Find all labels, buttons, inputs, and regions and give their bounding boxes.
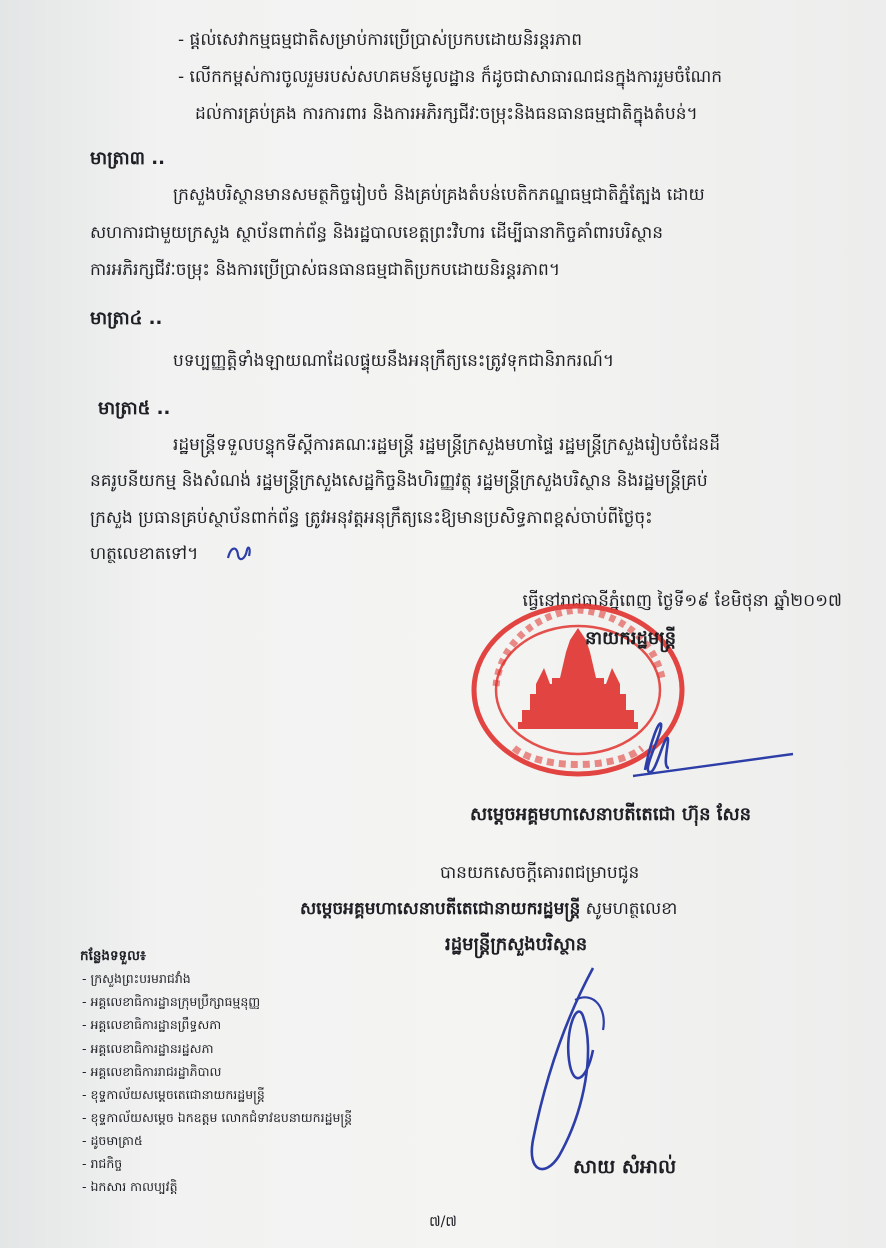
minister-name: សាយ សំអាល់ bbox=[573, 1156, 677, 1178]
prime-minister-signature bbox=[625, 710, 800, 790]
report-request: សូមហត្ថលេខា bbox=[580, 899, 678, 919]
recipient-item: - រាជកិច្ច bbox=[82, 1156, 123, 1171]
recipient-item: - ខុទ្ទកាល័យសម្តេច ឯកឧត្តម លោកជំទាវឧបនាយករដ្ឋមន្ត្រី bbox=[82, 1110, 353, 1125]
article-5-line: ហត្ថលេខាតទៅ។ bbox=[90, 544, 199, 564]
article-3-line: ក្រសួងបរិស្ថានមានសមត្ថកិច្ចរៀបចំ និងគ្រប់គ្រងតំបន់បេតិកភណ្ឌធម្មជាតិភ្នំត្បែង ដោយ bbox=[173, 185, 705, 205]
report-line-2 bbox=[300, 894, 677, 924]
place-date: ធ្វើនៅរាជធានីភ្នំពេញ ថ្ងៃទី១៩ ខែមិថុនា ឆ្នាំ២០១៧ bbox=[522, 591, 842, 611]
article-3-line: ការអភិរក្សជីវៈចម្រុះ និងការប្រើប្រាស់ធនធានធម្មជាតិប្រកបដោយនិរន្តរភាព។ bbox=[90, 260, 561, 280]
article-3-heading: មាត្រា៣ .. bbox=[90, 148, 165, 169]
report-addressee: សម្តេចអគ្គមហាសេនាបតីតេជោនាយករដ្ឋមន្ត្រី bbox=[300, 899, 581, 919]
article-5-line: ក្រសួង ប្រធានគ្រប់ស្ថាប័នពាក់ព័ន្ធ ត្រូវអនុវត្តអនុក្រឹត្យនេះឱ្យមានប្រសិទ្ធភាពខ្ពស់ចាប់ពីថ្ងៃចុះ bbox=[90, 508, 653, 528]
article-3-line: សហការជាមួយក្រសួង ស្ថាប័នពាក់ព័ន្ធ និងរដ្ឋបាលខេត្តព្រះវិហារ ដើម្បីធានាកិច្ចគាំពារបរិស្ថាន bbox=[90, 223, 664, 243]
initial-mark bbox=[225, 540, 253, 566]
recipient-item: - ខុទ្ទកាល័យសម្តេចតេជោនាយករដ្ឋមន្ត្រី bbox=[82, 1087, 265, 1102]
article-5-line: នគរូបនីយកម្ម និងសំណង់ រដ្ឋមន្ត្រីក្រសួងសេដ្ឋកិច្ចនិងហិរញ្ញវត្ថុ រដ្ឋមន្ត្រីក្រសួងបរិស្ថាន និងរដ្ឋមន្ត្រីគ្រប់ bbox=[90, 471, 708, 491]
article-5-line: រដ្ឋមន្ត្រីទទួលបន្ទុកទីស្តីការគណៈរដ្ឋមន្ត្រី រដ្ឋមន្ត្រីក្រសួងមហាផ្ទៃ រដ្ឋមន្ត្រីក្រសួងរៀបចំដែនដី bbox=[173, 435, 720, 455]
signatory-title: នាយករដ្ឋមន្ត្រី bbox=[585, 628, 677, 649]
report-line-1: បានយកសេចក្តីគោរពជម្រាបជូន bbox=[440, 863, 640, 883]
bullet-line: - លើកកម្ពស់ការចូលរួមរបស់សហគមន៍មូលដ្ឋាន ក៏ដូចជាសាធារណជនក្នុងការរួមចំណែក bbox=[178, 67, 723, 87]
signatory-name: សម្តេចអគ្គមហាសេនាបតីតេជោ ហ៊ុន សែន bbox=[470, 804, 752, 825]
bullet-line: ដល់ការគ្រប់គ្រង ការការពារ និងការអភិរក្សជីវៈចម្រុះនិងធនធានធម្មជាតិក្នុងតំបន់។ bbox=[195, 104, 698, 124]
page-number: ៧/៧ bbox=[429, 1214, 457, 1230]
recipient-item: - ឯកសារ កាលប្បវត្តិ bbox=[82, 1179, 178, 1194]
article-4-heading: មាត្រា៤ .. bbox=[90, 308, 163, 329]
recipient-item: - អគ្គលេខាធិការដ្ឋានក្រុមប្រឹក្សាធម្មនុញ្ញ bbox=[82, 994, 261, 1009]
recipient-item: - អគ្គលេខាធិការដ្ឋានរដ្ឋសភា bbox=[82, 1041, 214, 1056]
recipient-item: - ដូចមាត្រា៥ bbox=[82, 1133, 143, 1148]
article-4-line: បទប្បញ្ញត្តិទាំងឡាយណាដែលផ្ទុយនឹងអនុក្រឹត្យនេះត្រូវទុកជានិរាករណ៍។ bbox=[173, 351, 615, 371]
article-5-heading: មាត្រា៥ .. bbox=[98, 398, 171, 419]
recipients-heading: កន្លែងទទួល៖ bbox=[80, 948, 146, 964]
report-minister-title: រដ្ឋមន្ត្រីក្រសួងបរិស្ថាន bbox=[445, 934, 588, 955]
recipient-item: - ក្រសួងព្រះបរមរាជវាំង bbox=[82, 971, 191, 986]
recipient-item: - អគ្គលេខាធិការដ្ឋានព្រឹទ្ធសភា bbox=[82, 1017, 222, 1032]
recipient-item: - អគ្គលេខាធិការរាជរដ្ឋាភិបាល bbox=[82, 1064, 222, 1079]
bullet-line: - ផ្តល់សេវាកម្មធម្មជាតិសម្រាប់ការប្រើប្រាស់ប្រកបដោយនិរន្តរភាព bbox=[178, 30, 583, 50]
